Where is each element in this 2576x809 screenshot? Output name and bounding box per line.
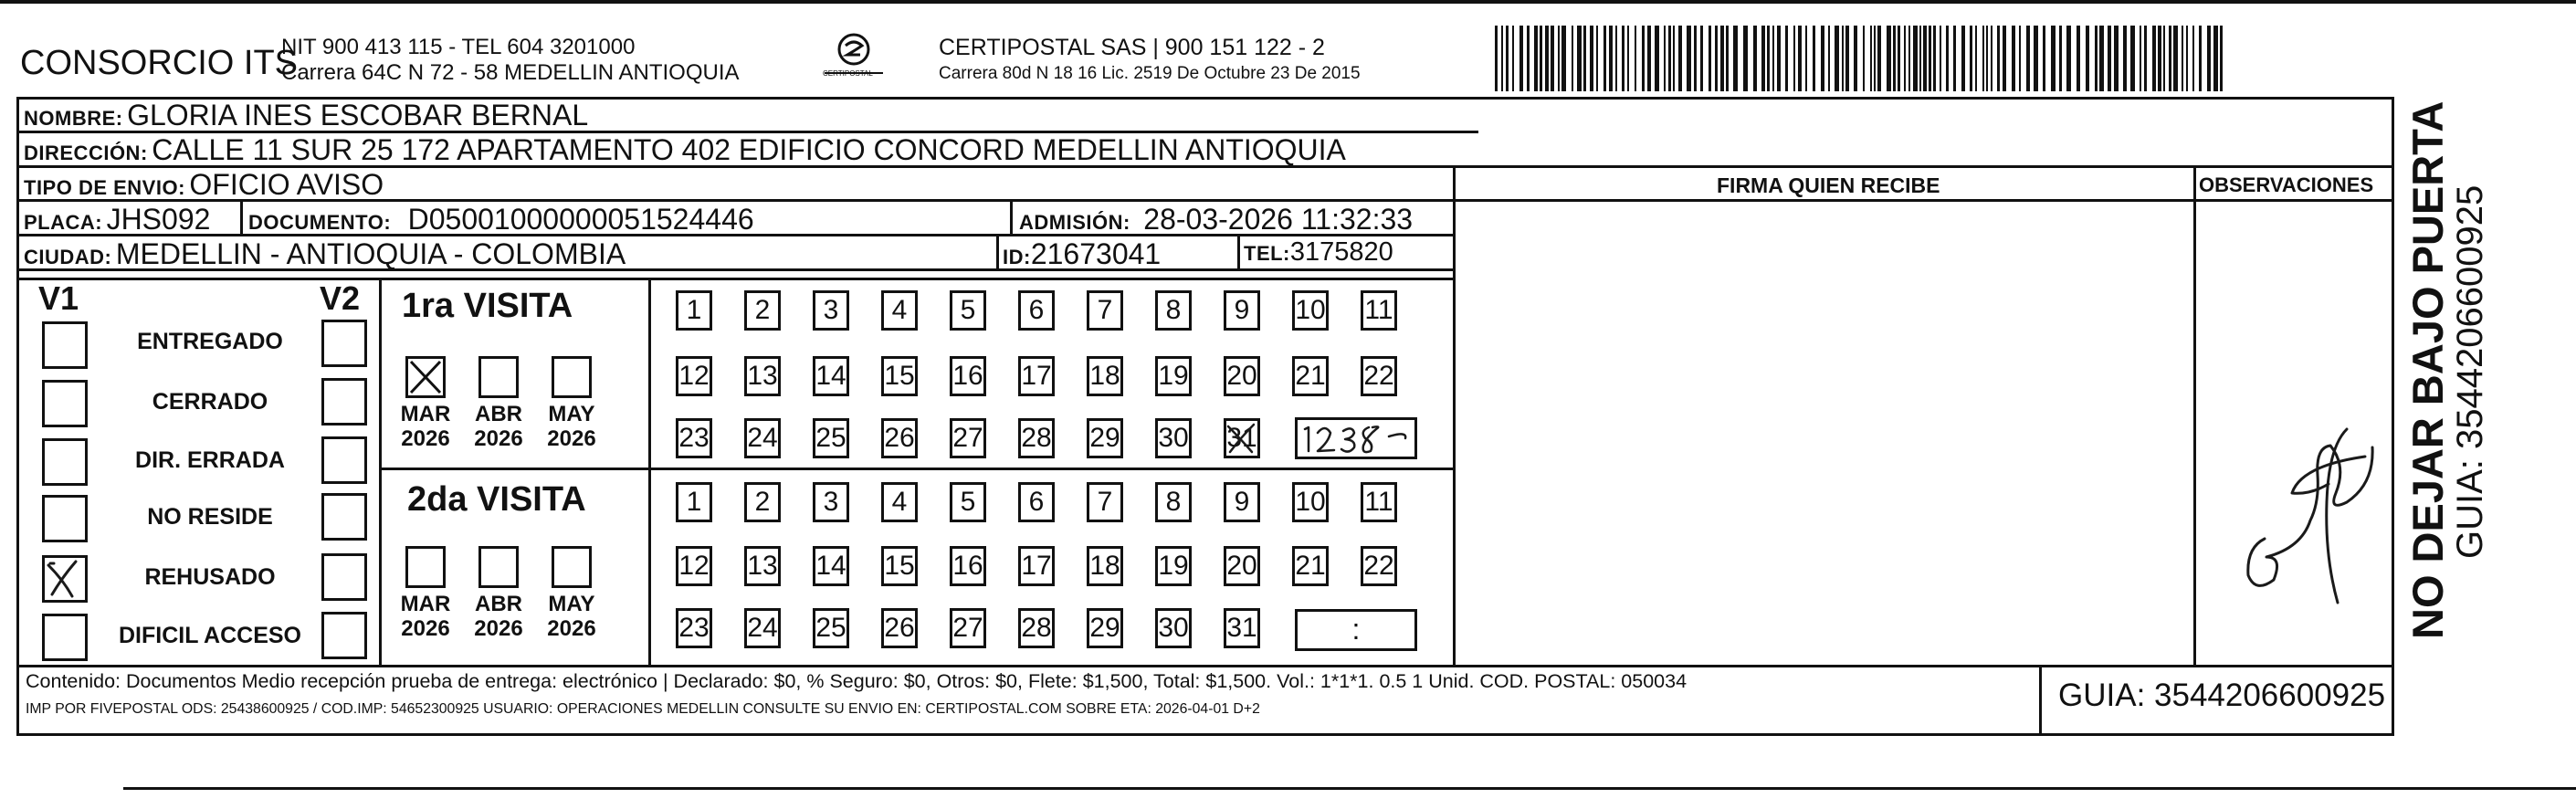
first-day-5[interactable] — [950, 290, 986, 331]
col-status — [379, 278, 382, 667]
first-day-7[interactable] — [1087, 290, 1123, 331]
second-day-label-2: 2 — [754, 487, 771, 517]
col-guia-footer — [2039, 665, 2042, 736]
first-day-31[interactable] — [1224, 418, 1260, 458]
col-id — [996, 234, 999, 270]
visit-split — [379, 468, 1455, 470]
plate-cell — [24, 203, 210, 236]
second-day-8[interactable] — [1155, 482, 1192, 522]
second-month-label-0 — [394, 592, 457, 641]
certipostal-logo — [817, 31, 890, 86]
col-days — [648, 278, 651, 667]
second-day-16[interactable] — [950, 546, 986, 586]
first-day-6[interactable] — [1018, 290, 1055, 331]
first-month-label-2 — [540, 402, 604, 451]
v2-checkbox-4[interactable] — [321, 553, 367, 601]
row-line-footer — [16, 665, 2394, 667]
second-visit-time-box — [1295, 609, 1417, 651]
first-day-30[interactable] — [1155, 418, 1192, 458]
second-day-label-26: 26 — [884, 613, 915, 643]
second-day-23[interactable] — [676, 608, 712, 648]
footer-guia: GUIA: 3544206600925 — [2058, 678, 2386, 713]
second-day-label-6: 6 — [1028, 487, 1045, 517]
col-plate — [240, 199, 243, 236]
second-day-label-3: 3 — [823, 487, 839, 517]
first-day-label-9: 9 — [1234, 295, 1250, 325]
second-day-label-24: 24 — [747, 613, 778, 643]
tel-cell — [1244, 237, 1393, 268]
second-month-year-1: 2026 — [474, 616, 523, 641]
first-month-year-2: 2026 — [547, 426, 596, 451]
first-day-label-28: 28 — [1021, 423, 1052, 453]
admission-cell — [1019, 203, 1413, 236]
second-day-26[interactable] — [881, 608, 918, 648]
second-day-20[interactable] — [1224, 546, 1260, 586]
id-label: ID: — [1003, 246, 1031, 268]
status-label-4: REHUSADO — [144, 564, 276, 590]
second-day-label-27: 27 — [952, 613, 983, 643]
first-day-2[interactable] — [744, 290, 781, 331]
recipient-signature — [2210, 393, 2392, 612]
col-obs-left — [2193, 199, 2196, 667]
city-cell — [24, 237, 626, 271]
first-day-label-24: 24 — [747, 423, 778, 453]
first-day-10[interactable] — [1292, 290, 1329, 331]
first-day-8[interactable] — [1155, 290, 1192, 331]
status-label-0: ENTREGADO — [137, 329, 283, 354]
first-month-checkbox-0[interactable] — [405, 356, 446, 398]
city-label: CIUDAD: — [24, 246, 112, 268]
second-day-label-19: 19 — [1158, 551, 1189, 581]
first-day-15[interactable] — [881, 356, 918, 396]
first-day-29[interactable] — [1087, 418, 1123, 458]
first-day-25[interactable] — [813, 418, 849, 458]
carrier-name: CERTIPOSTAL SAS | 900 151 122 - 2 — [939, 35, 1325, 60]
first-day-label-22: 22 — [1363, 361, 1394, 391]
v2-label: V2 — [320, 279, 361, 317]
second-day-25[interactable] — [813, 608, 849, 648]
v2-checkbox-3[interactable] — [321, 493, 367, 541]
first-day-12[interactable] — [676, 356, 712, 396]
row-line-6 — [16, 278, 1456, 280]
first-day-20[interactable] — [1224, 356, 1260, 396]
sig-header-sep — [1453, 165, 1456, 202]
right-extend — [2392, 97, 2394, 201]
v1-label: V1 — [38, 279, 79, 317]
first-day-label-13: 13 — [747, 361, 778, 391]
signature-label: FIRMA QUIEN RECIBE — [1717, 173, 1940, 197]
first-month-year-1: 2026 — [474, 426, 523, 451]
second-day-label-15: 15 — [884, 551, 915, 581]
tel-label: TEL: — [1244, 242, 1290, 265]
first-day-24[interactable] — [744, 418, 781, 458]
city-value: MEDELLIN - ANTIOQUIA - COLOMBIA — [115, 237, 626, 270]
send-type-label: TIPO DE ENVIO: — [24, 176, 185, 199]
first-day-label-1: 1 — [686, 295, 702, 325]
first-day-17[interactable] — [1018, 356, 1055, 396]
first-day-26[interactable] — [881, 418, 918, 458]
v1-checkbox-2[interactable] — [42, 438, 88, 486]
first-day-label-4: 4 — [891, 295, 908, 325]
first-day-16[interactable] — [950, 356, 986, 396]
bottom-rule — [123, 787, 2576, 790]
side-guia: GUIA: 3544206600925 — [2450, 184, 2490, 559]
second-day-29[interactable] — [1087, 608, 1123, 648]
first-day-label-30: 30 — [1158, 423, 1189, 453]
second-day-13[interactable] — [744, 546, 781, 586]
first-month-label-1 — [467, 402, 531, 451]
second-day-28[interactable] — [1018, 608, 1055, 648]
second-day-19[interactable] — [1155, 546, 1192, 586]
first-day-label-8: 8 — [1165, 295, 1182, 325]
second-day-label-23: 23 — [678, 613, 710, 643]
second-day-5[interactable] — [950, 482, 986, 522]
first-day-label-25: 25 — [815, 423, 846, 453]
second-day-3[interactable] — [813, 482, 849, 522]
status-label-2: DIR. ERRADA — [135, 447, 285, 473]
document-label: DOCUMENTO: — [248, 211, 392, 234]
send-type-value: OFICIO AVISO — [189, 168, 384, 201]
first-month-name-0: MAR — [400, 402, 451, 426]
top-rule — [0, 0, 2576, 4]
first-day-label-11: 11 — [1364, 295, 1393, 325]
second-day-21[interactable] — [1292, 546, 1329, 586]
first-day-label-5: 5 — [960, 295, 976, 325]
admission-value: 28-03-2026 11:32:33 — [1143, 203, 1414, 236]
second-day-14[interactable] — [813, 546, 849, 586]
first-day-27[interactable] — [950, 418, 986, 458]
col-tel — [1237, 234, 1240, 270]
footer-content: Contenido: Documentos Medio recepción prueba de entrega: electrónico | Declarado: $0, % Seguro: $0, Otros: $0, Flete: $1,500, Total: $1,500. Vol.: 1*1*1. 0.5 1 Unid. COD. POSTAL: 050034 — [26, 670, 1688, 692]
second-day-label-4: 4 — [891, 487, 908, 517]
second-visit-time-placeholder: : — [1351, 613, 1361, 646]
second-month-checkbox-0[interactable] — [405, 546, 446, 588]
first-day-21[interactable] — [1292, 356, 1329, 396]
side-warning: NO DEJAR BAJO PUERTA — [2403, 100, 2452, 639]
status-label-1: CERRADO — [152, 389, 268, 415]
first-visit-title: 1ra VISITA — [402, 287, 573, 325]
v2-checkbox-0[interactable] — [321, 320, 367, 367]
second-day-31[interactable] — [1224, 608, 1260, 648]
id-value: 21673041 — [1030, 237, 1162, 270]
v1-checkbox-1[interactable] — [42, 380, 88, 427]
second-month-name-2: MAY — [548, 592, 595, 616]
obs-header-sep — [2193, 165, 2196, 202]
second-visit-title: 2da VISITA — [407, 480, 586, 519]
first-day-label-31: 31 — [1226, 423, 1257, 453]
first-day-label-18: 18 — [1089, 361, 1120, 391]
first-month-label-0 — [394, 402, 457, 451]
first-day-label-17: 17 — [1021, 361, 1052, 391]
second-day-label-20: 20 — [1226, 551, 1257, 581]
second-day-12[interactable] — [676, 546, 712, 586]
second-day-label-5: 5 — [960, 487, 976, 517]
v2-checkbox-1[interactable] — [321, 378, 367, 426]
first-day-label-12: 12 — [678, 361, 710, 391]
second-day-label-13: 13 — [747, 551, 778, 581]
first-month-checkbox-1[interactable] — [478, 356, 519, 398]
name-row — [24, 99, 588, 132]
first-day-19[interactable] — [1155, 356, 1192, 396]
first-day-23[interactable] — [676, 418, 712, 458]
second-month-checkbox-2[interactable] — [552, 546, 592, 588]
second-day-2[interactable] — [744, 482, 781, 522]
logo-caption: CERTIPOSTAL — [823, 69, 873, 78]
second-month-name-0: MAR — [400, 592, 451, 616]
v2-checkbox-5[interactable] — [321, 612, 367, 659]
second-day-label-11: 11 — [1364, 487, 1393, 517]
second-day-30[interactable] — [1155, 608, 1192, 648]
status-label-5: DIFICIL ACCESO — [118, 623, 301, 648]
second-day-1[interactable] — [676, 482, 712, 522]
first-day-label-26: 26 — [884, 423, 915, 453]
second-day-11[interactable] — [1361, 482, 1397, 522]
first-day-3[interactable] — [813, 290, 849, 331]
second-day-6[interactable] — [1018, 482, 1055, 522]
first-day-14[interactable] — [813, 356, 849, 396]
admission-label: ADMISIÓN: — [1019, 211, 1130, 234]
v1-checkbox-5[interactable] — [42, 614, 88, 661]
col-admision — [1010, 199, 1013, 236]
second-day-label-12: 12 — [678, 551, 710, 581]
company-name: CONSORCIO ITS — [20, 44, 299, 82]
document-cell — [248, 203, 754, 236]
second-day-22[interactable] — [1361, 546, 1397, 586]
second-day-15[interactable] — [881, 546, 918, 586]
obs-top — [1453, 165, 2394, 168]
first-day-label-2: 2 — [754, 295, 771, 325]
second-day-18[interactable] — [1087, 546, 1123, 586]
second-day-label-8: 8 — [1165, 487, 1182, 517]
v1-checkbox-3[interactable] — [42, 495, 88, 542]
first-month-checkbox-2[interactable] — [552, 356, 592, 398]
first-day-label-6: 6 — [1028, 295, 1045, 325]
second-day-7[interactable] — [1087, 482, 1123, 522]
tel-value: 3175820 — [1289, 237, 1393, 267]
company-address: Carrera 64C N 72 - 58 MEDELLIN ANTIOQUIA — [281, 60, 740, 85]
second-day-label-29: 29 — [1089, 613, 1120, 643]
v1-checkbox-0[interactable] — [42, 321, 88, 369]
second-day-label-1: 1 — [686, 487, 702, 517]
first-day-label-7: 7 — [1097, 295, 1113, 325]
first-day-label-16: 16 — [952, 361, 983, 391]
id-cell — [1003, 237, 1161, 271]
send-type-row — [24, 168, 384, 202]
footer-print-info: IMP POR FIVEPOSTAL ODS: 25438600925 / COD.IMP: 54652300925 USUARIO: OPERACIONES MEDELLIN CONSULTE SU ENVIO EN: CERTIPOSTAL.COM SOBRE ETA: 2026-04-01 D+2 — [26, 701, 1260, 717]
second-day-17[interactable] — [1018, 546, 1055, 586]
second-month-year-2: 2026 — [547, 616, 596, 641]
first-day-label-14: 14 — [815, 361, 846, 391]
second-day-label-21: 21 — [1295, 551, 1326, 581]
second-day-label-14: 14 — [815, 551, 846, 581]
second-day-24[interactable] — [744, 608, 781, 648]
address-row — [24, 133, 1346, 167]
first-day-18[interactable] — [1087, 356, 1123, 396]
status-label-3: NO RESIDE — [147, 504, 273, 530]
carrier-license: Carrera 80d N 18 16 Lic. 2519 De Octubre 23 De 2015 — [939, 64, 1361, 83]
first-day-label-10: 10 — [1295, 295, 1326, 325]
first-day-label-21: 21 — [1295, 361, 1326, 391]
name-label: NOMBRE: — [24, 107, 123, 130]
second-day-label-17: 17 — [1021, 551, 1052, 581]
first-day-label-19: 19 — [1158, 361, 1189, 391]
first-day-22[interactable] — [1361, 356, 1397, 396]
second-day-label-18: 18 — [1089, 551, 1120, 581]
second-day-label-30: 30 — [1158, 613, 1189, 643]
v2-checkbox-2[interactable] — [321, 436, 367, 484]
first-day-1[interactable] — [676, 290, 712, 331]
first-month-name-2: MAY — [548, 402, 595, 426]
first-day-28[interactable] — [1018, 418, 1055, 458]
second-month-label-1 — [467, 592, 531, 641]
first-day-label-23: 23 — [678, 423, 710, 453]
handwritten-time — [1298, 420, 1416, 458]
first-day-4[interactable] — [881, 290, 918, 331]
observations-label: OBSERVACIONES — [2199, 173, 2374, 196]
v1-checkbox-4[interactable] — [42, 555, 88, 603]
plate-value: JHS092 — [106, 203, 211, 236]
company-nit: NIT 900 413 115 - TEL 604 3201000 — [281, 35, 636, 59]
barcode — [1495, 26, 2224, 91]
second-day-label-9: 9 — [1234, 487, 1250, 517]
second-day-label-7: 7 — [1097, 487, 1113, 517]
first-day-label-3: 3 — [823, 295, 839, 325]
second-day-label-22: 22 — [1363, 551, 1394, 581]
first-day-11[interactable] — [1361, 290, 1397, 331]
first-visit-time-value — [1306, 423, 1309, 424]
second-day-label-10: 10 — [1295, 487, 1326, 517]
first-month-name-1: ABR — [475, 402, 522, 426]
name-value: GLORIA INES ESCOBAR BERNAL — [127, 99, 589, 131]
first-month-year-0: 2026 — [401, 426, 450, 451]
first-day-label-29: 29 — [1089, 423, 1120, 453]
address-label: DIRECCIÓN: — [24, 142, 148, 164]
second-day-label-16: 16 — [952, 551, 983, 581]
second-month-year-0: 2026 — [401, 616, 450, 641]
second-day-4[interactable] — [881, 482, 918, 522]
second-month-name-1: ABR — [475, 592, 522, 616]
second-day-label-28: 28 — [1021, 613, 1052, 643]
plate-label: PLACA: — [24, 211, 103, 234]
second-day-27[interactable] — [950, 608, 986, 648]
first-visit-time-box — [1295, 417, 1417, 459]
document-value: D05001000000051524446 — [407, 203, 754, 236]
col-sig-left — [1453, 199, 1456, 667]
address-value: CALLE 11 SUR 25 172 APARTAMENTO 402 EDIFICIO CONCORD MEDELLIN ANTIOQUIA — [152, 133, 1346, 166]
second-day-label-31: 31 — [1226, 613, 1257, 643]
first-day-label-15: 15 — [884, 361, 915, 391]
first-day-9[interactable] — [1224, 290, 1260, 331]
second-month-label-2 — [540, 592, 604, 641]
first-day-label-20: 20 — [1226, 361, 1257, 391]
second-day-9[interactable] — [1224, 482, 1260, 522]
first-day-13[interactable] — [744, 356, 781, 396]
second-day-label-25: 25 — [815, 613, 846, 643]
first-day-label-27: 27 — [952, 423, 983, 453]
second-month-checkbox-1[interactable] — [478, 546, 519, 588]
second-day-10[interactable] — [1292, 482, 1329, 522]
